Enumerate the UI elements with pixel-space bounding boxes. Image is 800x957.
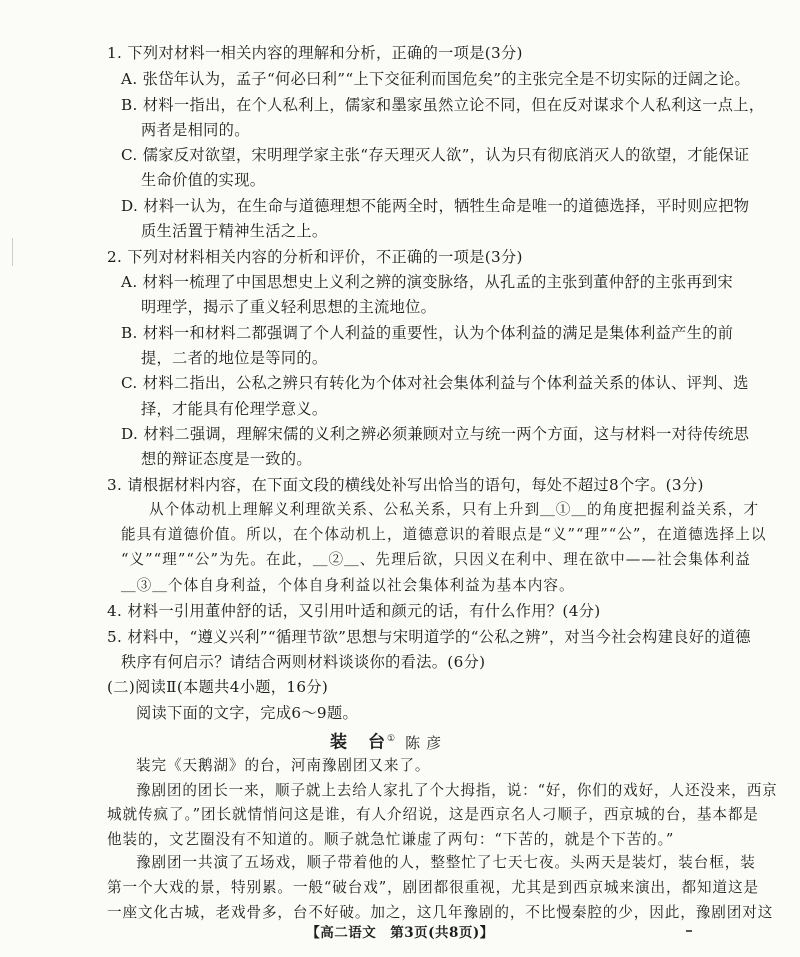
q2-option-d-cont: 想的辩证态度是一致的。 <box>141 450 312 468</box>
q1-option-b: B. 材料一指出，在个人私利上，儒家和墨家虽然立论不同，但在反对谋求个人私利这一点上， <box>121 96 765 114</box>
q1-option-a: A. 张岱年认为，孟子“何必曰利”“上下交征利而国危矣”的主张完全是不切实际的迂阔之论。 <box>121 70 751 88</box>
story-paragraph-cont: 他装的，文艺圈没有不知道的。顺子就急忙谦虚了两句：“下苦的，就是个下苦的。” <box>107 830 675 848</box>
q3-passage-line: 从个体动机上理解义利理欲关系、公私关系，只有上升到＿①＿的角度把握利益关系，才 <box>149 501 760 518</box>
story-author: 陈彦 <box>405 733 448 752</box>
page-footer: 【高二语文 第3页(共8页)】 <box>306 925 494 941</box>
q1-option-d-cont: 质生活置于精神生活之上。 <box>141 222 328 240</box>
q3-stem: 3. 请根据材料内容，在下面文段的横线处补写出恰当的语句，每处不超过8个字。(3分) <box>107 476 704 494</box>
q1-option-c: C. 儒家反对欲望，宋明理学家主张“存天理灭人欲”，认为只有彻底消灭人的欲望，才能保证 <box>121 146 750 164</box>
q2-option-b-cont: 提，二者的地位是等同的。 <box>141 349 328 367</box>
q1-option-d: D. 材料一认为，在生命与道德理想不能两全时，牺牲生命是唯一的道德选择，平时则应把物 <box>121 197 750 215</box>
reading-instruction: 阅读下面的文字，完成6～9题。 <box>136 704 359 722</box>
q2-option-a: A. 材料一梳理了中国思想史上义利之辨的演变脉络，从孔孟的主张到董仲舒的主张再到宋 <box>121 273 734 291</box>
title-footnote-mark: ① <box>387 734 396 744</box>
scan-edge-mark <box>12 238 13 266</box>
story-title: 装 台 <box>330 732 387 753</box>
q2-option-a-cont: 明理学，揭示了重义轻利思想的主流地位。 <box>141 298 437 316</box>
q2-option-c-cont: 择，才能具有伦理学意义。 <box>141 400 328 418</box>
q5-stem: 5. 材料中，“遵义兴利”“循理节欲”思想与宋明道学的“公私之辨”，对当今社会构建良好的道德 <box>107 628 751 646</box>
q2-stem: 2. 下列对材料相关内容的分析和评价，不正确的一项是(3分) <box>107 248 523 266</box>
q3-passage-line: ＿③＿个体自身利益，个体自身利益以社会集体利益为基本内容。 <box>121 577 575 594</box>
q1-option-b-cont: 两者是相同的。 <box>141 121 250 139</box>
story-paragraph: 豫剧团一共演了五场戏，顺子带着他的人，整整忙了七天七夜。头两天是装灯，装台框，装 <box>136 854 756 872</box>
story-title-block <box>330 728 447 754</box>
q4-stem: 4. 材料一引用董仲舒的话，又引用叶适和颜元的话，有什么作用？(4分) <box>107 602 601 620</box>
scan-mark <box>686 930 692 932</box>
story-paragraph: 豫剧团的团长一来，顺子就上去给人家扎了个大拇指，说：“好，你们的戏好，人还没来，西京 <box>136 781 778 799</box>
q5-stem-cont: 秩序有何启示？请结合两则材料谈谈你的看法。(6分) <box>121 653 486 671</box>
q1-stem: 1. 下列对材料一相关内容的理解和分析，正确的一项是(3分) <box>107 44 523 62</box>
q2-option-d: D. 材料二强调，理解宋儒的义利之辨必须兼顾对立与统一两个方面，这与材料一对待传统思 <box>121 425 750 443</box>
q2-option-b: B. 材料一和材料二都强调了个人利益的重要性，认为个体利益的满足是集体利益产生的前 <box>121 324 734 342</box>
story-paragraph-cont: 城就传疯了。”团长就情悄问这是谁，有人介绍说，这是西京名人刁顺子，西京城的台，基本都是 <box>107 806 759 824</box>
q2-option-c: C. 材料二指出，公私之辨只有转化为个体对社会集体利益与个体利益关系的体认、评判、选 <box>121 374 749 392</box>
story-paragraph-cont: 一座文化古城，老戏骨多，台不好破。加之，这几年豫剧的，不比慢秦腔的少，因此，豫剧团对这 <box>107 903 774 921</box>
q3-passage-line: “义”“理”“公”为先。在此，＿②＿、先理后欲，只因义在利中、理在欲中——社会集体利益 <box>121 551 751 568</box>
story-paragraph: 装完《天鹅湖》的台，河南豫剧团又来了。 <box>136 757 431 774</box>
section-heading: (二)阅读Ⅱ(本题共4小题，16分) <box>107 678 329 696</box>
q1-option-c-cont: 生命价值的实现。 <box>141 171 266 189</box>
q3-passage-line: 能具有道德价值。所以，在个体动机上，道德意识的着眼点是“义”“理”“公”，在道德选择上以 <box>121 526 767 543</box>
story-paragraph-cont: 第一个大戏的景，特别累。一般“破台戏”，剧团都很重视，尤其是到西京城来演出，都知道这是 <box>107 879 759 896</box>
